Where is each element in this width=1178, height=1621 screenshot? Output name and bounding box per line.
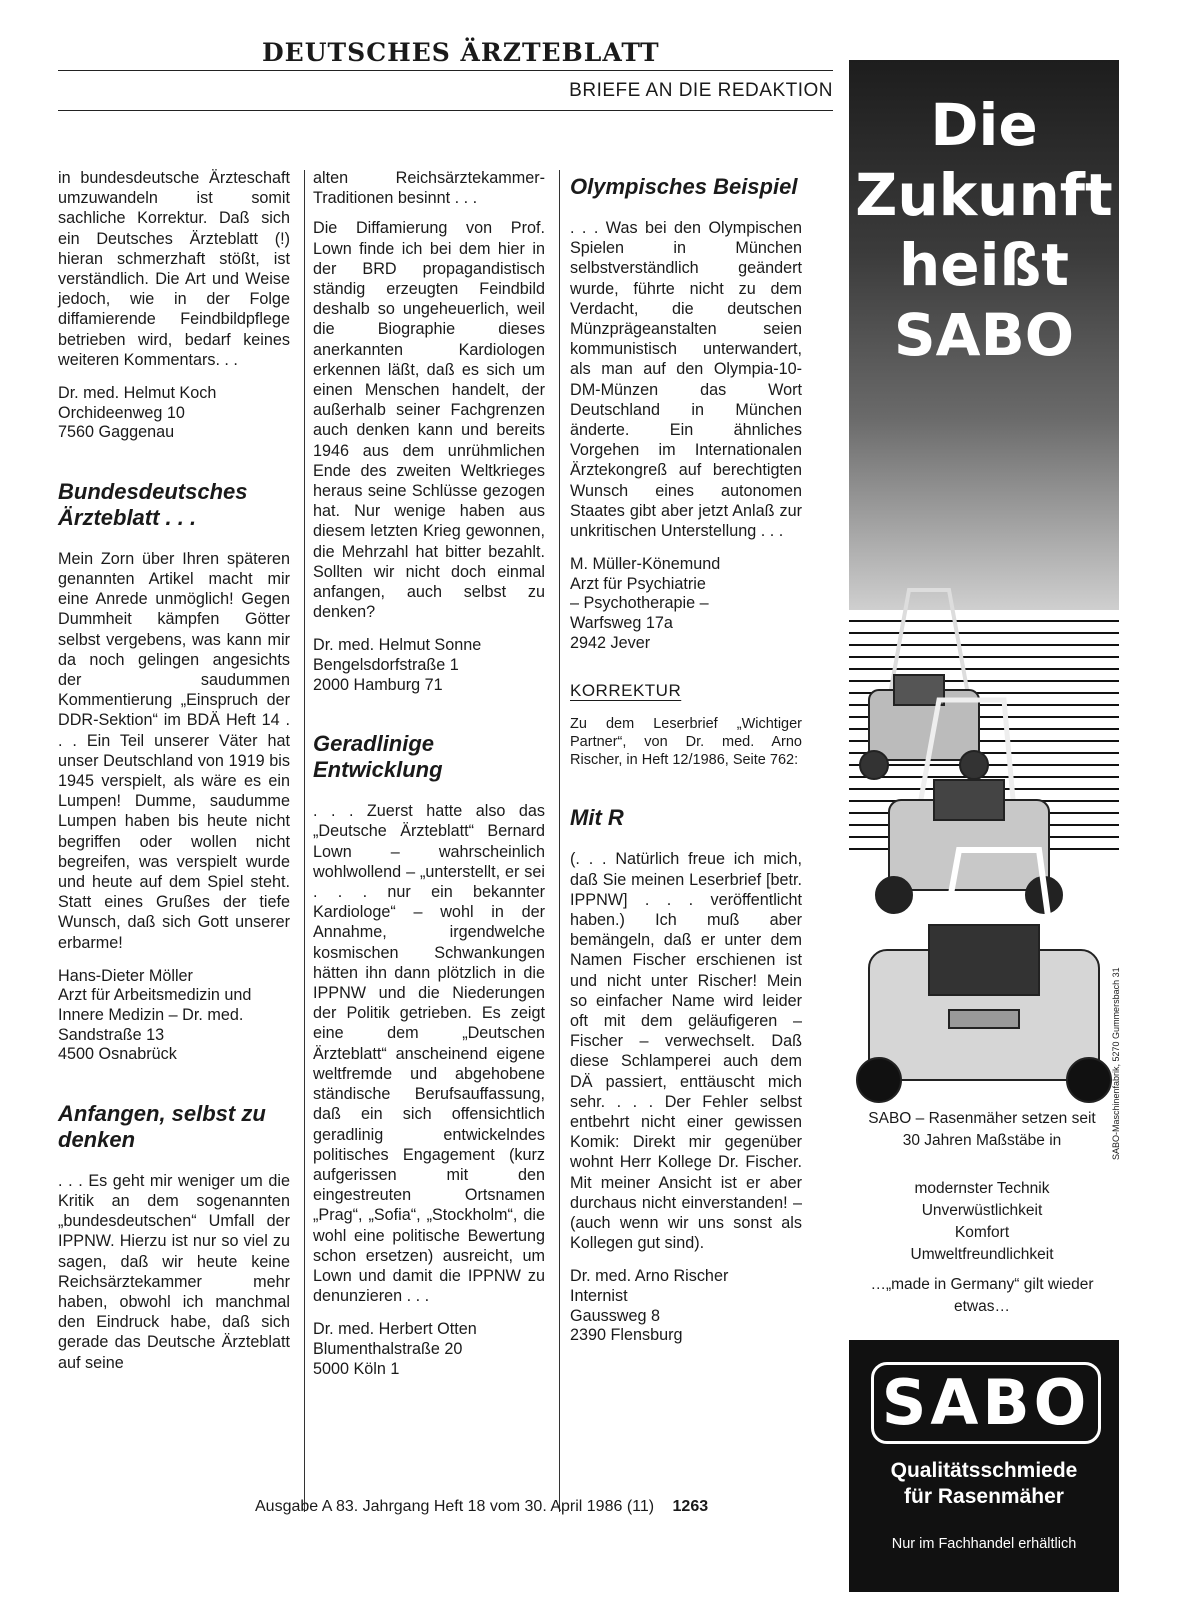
signature-line: Blumenthalstraße 20: [313, 1339, 463, 1358]
letter-signature: [58, 967, 290, 1065]
ad-headline-line: SABO: [893, 301, 1075, 369]
ad-slogan-line: Qualitätsschmiede: [890, 1459, 1078, 1482]
signature-line: 2942 Jever: [570, 633, 651, 652]
footer-issue: Ausgabe A 83. Jahrgang Heft 18 vom 30. April 1986 (11): [255, 1498, 655, 1515]
ad-logo-panel: [849, 1340, 1119, 1592]
ad-feature: modernster Technik: [914, 1180, 1050, 1197]
letter-signature: [313, 636, 545, 695]
ad-made-in: …„made in Germany“ gilt wieder etwas…: [870, 1276, 1094, 1315]
header-rule-top: [58, 70, 833, 71]
signature-line: Innere Medizin – Dr. med.: [58, 1006, 244, 1025]
signature-line: Dr. med. Helmut Sonne: [313, 636, 482, 655]
signature-line: Warfsweg 17a: [570, 614, 673, 633]
ad-headline-line: Die: [930, 91, 1038, 159]
signature-line: 7560 Gaggenau: [58, 423, 175, 442]
letter-text: . . . Es geht mir weniger um die Kritik an dem sogenannten „bundesdeutschen“ Umfall der IPPNW. Hierzu ist nur so viel zu sagen, daß wir heute keine Reichsärztekammer mehr haben, obwohl ich manchmal den Eindruck habe, daß sich gerade das Deutsche Ärzteblatt auf seine: [58, 1171, 290, 1372]
ad-headline-line: heißt: [899, 231, 1069, 299]
column-divider-1: [304, 170, 305, 1512]
letter-text: in bundesdeutsche Ärzteschaft umzuwandeln ist somit sachliche Korrektur. Daß sich ein Deutsches Ärzteblatt (!) hieran schmerzhaft stößt, ist verständlich. Die Art und Weise jedoch, wie in der Folge diffamierende Feindbildpflege betrieben wird, bedarf keines weiteren Kommentars. . .: [58, 169, 290, 369]
signature-line: 4500 Osnabrück: [58, 1045, 177, 1064]
letter-text: (. . . Natürlich freue ich mich, daß Sie meinen Leserbrief [betr. IPPNW] . . . veröffentlicht haben.) Ich muß aber bemängeln, daß er unter dem Namen Fischer erschienen ist und nicht unter Rischer! Mein so einfacher Name wird leider oft mit dem geläufigeren – Fischer – verwechselt. Daß diese Schlamperei auch dem DÄ passiert, enttäuscht mich sehr. . . . Der Fehler selbst entbehrt nicht einer gewissen Komik: Direkt mir gegenüber wohnt Herr Kollege Dr. Fischer. Mit meiner Ansicht ist er aber durchaus nicht einverstanden! – (auch wenn wir uns sonst als Kollegen gut sind).: [570, 850, 802, 1253]
letter-text: alten Reichsärztekammer-Traditionen besinnt . . .: [313, 169, 545, 208]
signature-line: Hans-Dieter Möller: [58, 966, 193, 985]
signature-line: Sandstraße 13: [58, 1025, 165, 1044]
page-number: 1263: [672, 1498, 709, 1515]
korrektur-label: KORREKTUR: [570, 681, 682, 701]
signature-line: M. Müller-Könemund: [570, 555, 721, 574]
lawnmower-icon: [849, 580, 1119, 1120]
ad-feature: Umweltfreundlichkeit: [910, 1246, 1054, 1263]
letter-text: . . . Was bei den Olympischen Spielen in München selbstverständlich geändert wurde, führte nicht zu dem Verdacht, die deutschen Münzprägeanstalten seien kommunistisch unterwandert, als man auf den Olympia-10-DM-Münzen das Wort Deutschland in München änderte. Ein ähnliches Vorgehen im Internationalen Ärztekongreß auf berechtigten Wunsch eines autonomen Staates gibt aber jetzt Anlaß zur unkritischen Unterstellung . . .: [570, 219, 802, 541]
header-rule-bottom: [58, 110, 833, 111]
letter-heading: Bundesdeutsches Ärzteblatt . . .: [58, 478, 248, 530]
letter-heading: Geradlinige Entwicklung: [313, 731, 443, 783]
ad-intro: SABO – Rasenmäher setzen seit 30 Jahren Maßstäbe in: [868, 1110, 1096, 1149]
letter-signature: [58, 384, 290, 443]
signature-line: Arzt für Arbeitsmedizin und: [58, 986, 252, 1005]
signature-line: 2000 Hamburg 71: [313, 675, 443, 694]
signature-line: Bengelsdorfstraße 1: [313, 656, 459, 675]
letter-signature: [313, 1320, 545, 1379]
signature-line: Arzt für Psychiatrie: [570, 574, 706, 593]
ad-slogan-line: für Rasenmäher: [904, 1485, 1064, 1508]
sabo-advertisement: [849, 60, 1119, 1592]
signature-line: Internist: [570, 1287, 628, 1306]
column-1: [58, 168, 290, 1383]
page-footer: [255, 1498, 708, 1516]
letter-heading: Anfangen, selbst zu denken: [58, 1100, 266, 1152]
letter-signature: [570, 555, 802, 653]
masthead: DEUTSCHES ÄRZTEBLATT: [262, 38, 660, 67]
signature-line: Dr. med. Arno Rischer: [570, 1267, 729, 1286]
sabo-logo: SABO: [871, 1362, 1101, 1444]
letter-text: . . . Zuerst hatte also das „Deutsche Ärzteblatt“ Bernard Lown – wahrscheinlich wohlwollend – „unterstellt, er sei . . . nur ein bekannter Kardiologe“ – wohl in der Annahme, irgendwelche kosmischen Schwankungen hätten ihn dann plötzlich in die IPPNW und die Niederungen der Politik getrieben. Es zeigt eine dem „Deutschen Ärzteblatt“ anscheinend eigene weltfremde und abgehobene ständische Berufsauffassung, daß ein sich offensichtlich geradlinig entwickelndes politisches Engagement (kurz aufgerissen mit den eingestreuten Ortsnamen „Prag“, „Sofia“, „Stockholm“, die wohl eine politische Bewertung schon ersetzen) ausreicht, um Lown und damit die IPPNW zu denunzieren . . .: [313, 802, 545, 1306]
column-2: [313, 168, 545, 1379]
signature-line: – Psychotherapie –: [570, 594, 709, 613]
ad-tagline: Nur im Fachhandel erhältlich: [891, 1536, 1077, 1552]
signature-line: 2390 Flensburg: [570, 1326, 683, 1345]
letter-heading: Mit R: [570, 805, 624, 831]
korrektur-text: Zu dem Leserbrief „Wichtiger Partner“, von Dr. med. Arno Rischer, in Heft 12/1986, Seite 762:: [570, 716, 802, 769]
ad-headline-line: Zukunft: [855, 161, 1113, 229]
section-title: BRIEFE AN DIE REDAKTION: [569, 80, 833, 101]
ad-side-address: SABO-Maschinenfabrik, 5270 Gummersbach 31: [1111, 967, 1121, 1160]
ad-feature: Unverwüstlichkeit: [921, 1202, 1043, 1219]
signature-line: Dr. med. Helmut Koch: [58, 384, 217, 403]
ad-feature: Komfort: [954, 1224, 1010, 1241]
letter-text: Die Diffamierung von Prof. Lown finde ich bei dem hier in der BRD propagandistisch ständig erzeugten Feindbild deshalb so ungeheuerlich, weil die Biographie dieses anerkannten Kardiologen erkennen läßt, daß es sich um einen Menschen handelt, der außerhalb seiner Fachgrenzen auch denken kann und bereits 1946 aus dem unrühmlichen Ende des zweiten Weltkrieges heraus seine Schlüsse gezogen hat. Nur wenige haben aus diesem letzten Krieg gewonnen, die Mehrzahl hat bitter bezahlt. Sollten wir nicht doch einmal anfangen, auch selbst zu denken?: [313, 219, 545, 622]
letter-heading: Olympisches Beispiel: [570, 174, 798, 199]
column-divider-2: [559, 170, 560, 1512]
signature-line: Orchideenweg 10: [58, 403, 185, 422]
signature-line: 5000 Köln 1: [313, 1359, 400, 1378]
signature-line: Dr. med. Herbert Otten: [313, 1320, 477, 1339]
column-3: [570, 168, 802, 1346]
signature-line: Gaussweg 8: [570, 1306, 660, 1325]
letter-signature: [570, 1267, 802, 1345]
letter-text: Mein Zorn über Ihren späteren genannten Artikel macht mir eine Anrede unmöglich! Gegen Dummheit kämpfen Götter selbst vergebens, was kann mir da noch gelingen angesichts der saudummen Kommentierung „Einspruch der DDR-Sektion“ im BDÄ Heft 14 . . . Ein Teil unserer Väter hat unser Deutschland von 1919 bis 1945 verspielt, als wäre es ein Lumpen! Dumme, saudumme Lumpen haben bis heute nicht begriffen oder wollen nicht begreifen, was verspielt wurde und heute auf dem Spiel steht. Statt eines Grußes der tiefe Wunsch, daß sich Gott unserer erbarme!: [58, 549, 290, 952]
